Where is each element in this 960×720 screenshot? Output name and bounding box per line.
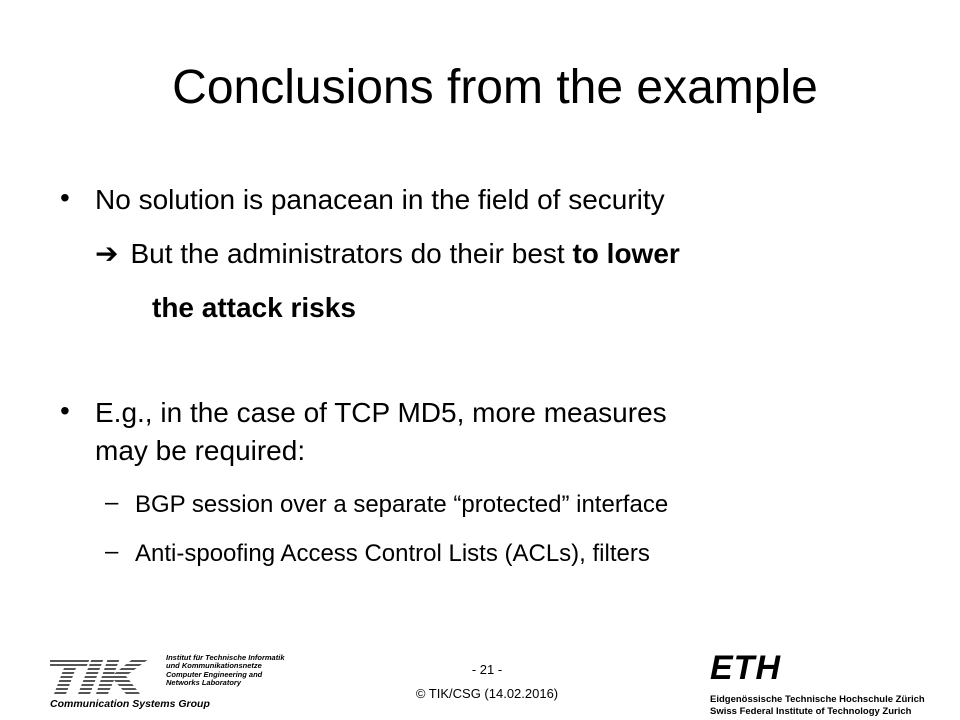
bullet-2-line-2: may be required:: [95, 435, 306, 466]
bullet-1-text: No solution is panacean in the field of security: [95, 184, 665, 215]
subitem-1: BGP session over a separate “protected” interface: [135, 491, 669, 518]
sub-dash: –: [105, 538, 119, 565]
followup-prefix: But the administrators do their best: [130, 238, 573, 269]
copyright: © TIK/CSG (14.02.2016): [415, 686, 559, 701]
eth-line-1: Eidgenössische Technische Hochschule Zürich: [710, 694, 925, 705]
tik-line: Networks Laboratory: [166, 678, 242, 688]
bullet-dot: •: [60, 395, 70, 426]
eth-logo-mark: ETH: [710, 649, 781, 687]
right-arrow-icon: ➔: [95, 238, 119, 269]
tik-line: Institut für Technische Informatik: [166, 653, 285, 662]
page-number: - 21 -: [471, 662, 503, 677]
followup-bold: to lower: [572, 238, 680, 269]
tik-line: Computer Engineering and: [166, 669, 263, 679]
bullet-1-followup-cont: the attack risks: [152, 292, 356, 323]
sub-dash: –: [105, 489, 119, 516]
tik-logo: [48, 652, 298, 714]
eth-line-2: Swiss Federal Institute of Technology Zurich: [710, 706, 912, 717]
tik-group-name: Communication Systems Group: [50, 698, 210, 710]
tik-text-lines: [166, 654, 284, 688]
bullet-2-line-1: E.g., in the case of TCP MD5, more measures: [95, 397, 667, 428]
bullet-1-followup: [95, 236, 680, 272]
tik-logo-mark: [48, 656, 160, 696]
eth-logo: [710, 649, 950, 717]
tik-line: und Kommunikationsnetze: [166, 661, 262, 671]
subitem-2: Anti-spoofing Access Control Lists (ACLs), filters: [135, 540, 650, 567]
bullet-dot: •: [60, 182, 70, 213]
slide-title: Conclusions from the example: [172, 61, 818, 114]
